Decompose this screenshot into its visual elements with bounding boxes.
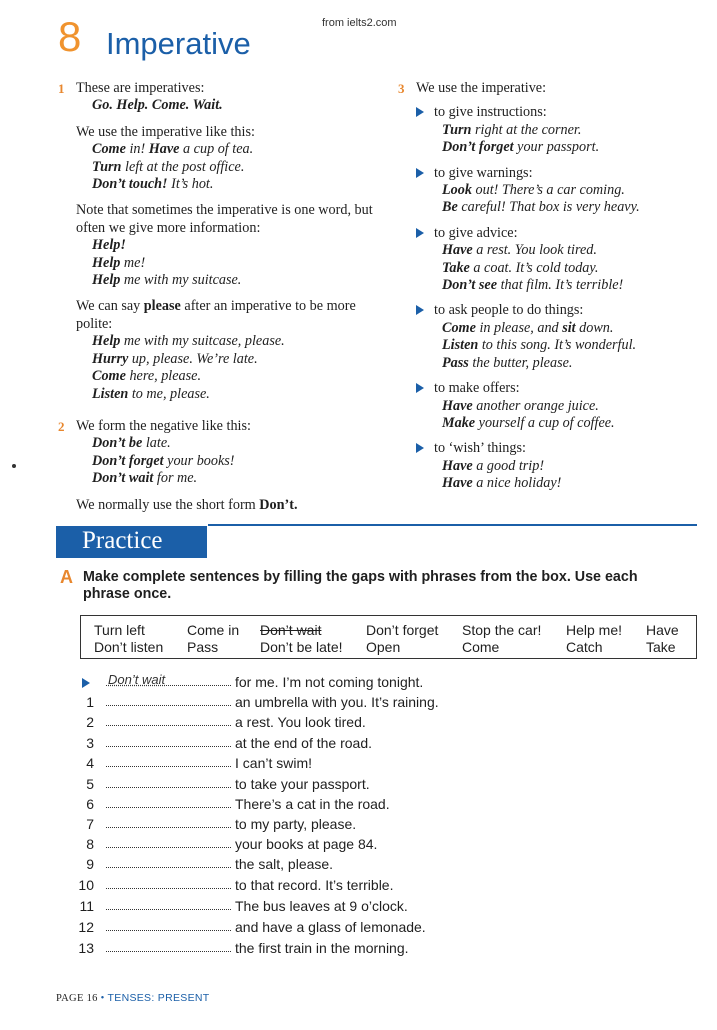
page-footer xyxy=(56,992,210,1004)
triangle-bullet-icon xyxy=(416,168,424,178)
example-row xyxy=(70,674,670,694)
answer-blank[interactable] xyxy=(106,746,231,747)
chapter-title: Imperative xyxy=(106,26,251,61)
answer-blank[interactable] xyxy=(106,827,231,828)
source-note: from ielts2.com xyxy=(322,17,397,29)
practice-heading: Practice xyxy=(56,526,207,558)
practice-rule xyxy=(208,524,697,526)
box-word: Don’t forget xyxy=(366,622,439,638)
section-2-number: 2 xyxy=(58,419,65,434)
s1-intro-example: Go. Help. Come. Wait. xyxy=(92,97,223,114)
box-word: Turn left xyxy=(94,622,145,638)
s1-please-ex: Help me with my suitcase, please. xyxy=(92,333,285,350)
question-text: for me. I’m not coming tonight. xyxy=(235,674,424,690)
triangle-bullet-icon xyxy=(416,305,424,315)
question-row: 13 the first train in the morning. xyxy=(78,940,409,956)
footer-bullet: • xyxy=(100,993,105,1004)
box-word: Catch xyxy=(566,639,603,655)
s1-please-ex: Hurry up, please. We’re late. xyxy=(92,350,258,367)
s1-like-this: We use the imperative like this: xyxy=(76,123,255,140)
section-1-number: 1 xyxy=(58,81,65,96)
question-row: 11 The bus leaves at 9 o’clock. xyxy=(79,898,408,914)
chapter-number: 8 xyxy=(58,13,82,60)
s2-ex: Don’t be late. xyxy=(92,435,171,452)
s1-please-ex: Come here, please. xyxy=(92,368,202,385)
s1-please: We can say please after an imperative to be more polite: xyxy=(76,298,356,332)
question-row: 10 to that record. It’s terrible. xyxy=(78,877,394,893)
s3-item: to make offers: Have another orange juice. Make yourself a cup of coffee. xyxy=(416,380,706,432)
page-number: PAGE 16 xyxy=(56,993,98,1004)
answer-blank[interactable] xyxy=(106,888,231,889)
answer-blank[interactable] xyxy=(106,705,231,706)
answer-blank[interactable] xyxy=(106,930,231,931)
question-row: 5 to take your passport. xyxy=(86,776,370,792)
answer-blank[interactable] xyxy=(106,807,231,808)
exercise-letter: A xyxy=(60,567,73,587)
example-answer: Don’t wait xyxy=(108,672,166,687)
s1-note-ex: Help me! xyxy=(92,254,146,271)
question-row: 6 There’s a cat in the road. xyxy=(86,796,390,812)
question-row: 1 an umbrella with you. It’s raining. xyxy=(86,694,439,710)
triangle-bullet-icon xyxy=(82,678,90,688)
question-row: 3 at the end of the road. xyxy=(86,735,372,751)
s1-like-ex: Don’t touch! It’s hot. xyxy=(92,176,214,193)
triangle-bullet-icon xyxy=(416,383,424,393)
answer-blank[interactable] xyxy=(106,867,231,868)
triangle-bullet-icon xyxy=(416,228,424,238)
box-word: Open xyxy=(366,639,401,655)
box-word: Come xyxy=(462,639,500,655)
s1-note-ex: Help! xyxy=(92,237,126,254)
section-3-number: 3 xyxy=(398,81,405,96)
s3-item: to give advice: Have a rest. You look tired. Take a coat. It’s cold today. Don’t see that film. It’s terrible! xyxy=(416,225,706,295)
s3-item: to ask people to do things: Come in please, and sit down. Listen to this song. It’s wonderful. Pass the butter, please. xyxy=(416,302,706,372)
box-word: Help me! xyxy=(566,622,623,638)
s3-item: to give warnings: Look out! There’s a car coming. Be careful! That box is very heavy. xyxy=(416,165,706,217)
box-word-used: Don’t wait xyxy=(260,622,322,638)
box-word: Stop the car! xyxy=(462,622,542,638)
question-row: 2 a rest. You look tired. xyxy=(86,714,366,730)
triangle-bullet-icon xyxy=(416,443,424,453)
box-word: Don’t listen xyxy=(94,639,164,655)
left-column xyxy=(58,80,376,403)
triangle-bullet-icon xyxy=(416,107,424,117)
question-row: 9 the salt, please. xyxy=(86,856,334,872)
answer-blank[interactable] xyxy=(106,847,231,848)
question-row: 8 your books at page 84. xyxy=(86,836,378,852)
box-word: Have xyxy=(646,622,679,638)
s2-intro: We form the negative like this: xyxy=(76,418,251,434)
s3-intro: We use the imperative: xyxy=(416,80,547,96)
footer-section: TENSES: PRESENT xyxy=(107,992,210,1004)
box-word: Pass xyxy=(187,639,219,655)
answer-blank[interactable] xyxy=(106,909,231,910)
s3-item: to ‘wish’ things: Have a good trip! Have a nice holiday! xyxy=(416,440,706,492)
exercise-instruction: Make complete sentences by filling the gaps with phrases from the box. Use each phrase once. xyxy=(83,569,638,602)
question-row: 12 and have a glass of lemonade. xyxy=(78,919,426,935)
answer-blank[interactable] xyxy=(106,766,231,767)
s2-short-form: We normally use the short form Don’t. xyxy=(76,496,298,513)
s1-note: Note that sometimes the imperative is one word, but often we give more information: xyxy=(76,202,373,236)
question-row: 4 I can’t swim! xyxy=(86,755,313,771)
box-word: Don’t be late! xyxy=(260,639,343,655)
right-column xyxy=(398,80,706,493)
stray-dot xyxy=(12,464,16,468)
answer-blank[interactable] xyxy=(106,951,231,952)
question-row: 7 to my party, please. xyxy=(86,816,357,832)
box-word: Take xyxy=(646,639,676,655)
s1-note-ex: Help me with my suitcase. xyxy=(92,272,242,289)
s1-intro: These are imperatives: xyxy=(76,80,205,96)
word-box xyxy=(80,615,697,659)
box-word: Come in xyxy=(187,622,240,638)
s3-item: to give instructions: Turn right at the corner. Don’t forget your passport. xyxy=(416,104,706,156)
s1-please-ex: Listen to me, please. xyxy=(92,385,210,402)
s1-like-ex: Come in! Have a cup of tea. xyxy=(92,141,254,158)
s1-like-ex: Turn left at the post office. xyxy=(92,158,245,175)
section-2 xyxy=(58,418,376,514)
s2-ex: Don’t forget your books! xyxy=(92,452,235,469)
s2-ex: Don’t wait for me. xyxy=(92,470,198,487)
answer-blank[interactable] xyxy=(106,787,231,788)
answer-blank[interactable] xyxy=(106,725,231,726)
